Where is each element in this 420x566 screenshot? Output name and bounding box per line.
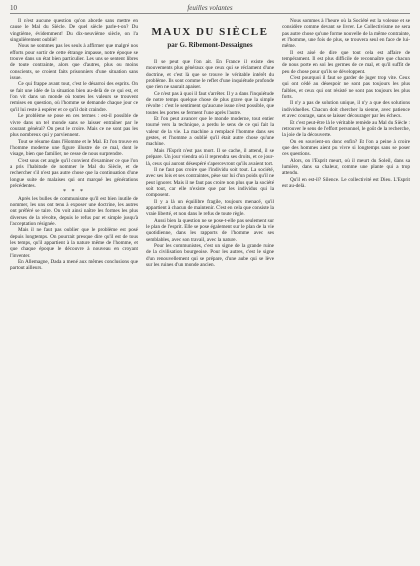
running-title: feuilles volantes	[187, 4, 233, 12]
paragraph: Mais il ne faut pas oublier que le problème est posé depuis longtemps. On pourrait presque dire qu'il est de tous les temps, qu'il appartient à la nature même de l'homme, et que chaque époque le découvre à nouveau en croyant l'inventer.	[10, 227, 138, 259]
section-separator: * * *	[63, 189, 85, 196]
paragraph: On en souvient-on donc enfin? Et l'on a peine à croire que des hommes aient pu vivre si longtemps sans se poser ces questions.	[282, 138, 410, 158]
paragraph: Ce n'est pas à quoi il faut s'arrêter. Il y a dans l'inquiétude de notre temps quelque chose de plus grave que la simple révolte : c'est le sentiment qu'aucune issue n'est possible, que toutes les portes se ferment l'une après l'autre.	[146, 90, 274, 116]
column-3	[282, 18, 410, 560]
paragraph: C'est sous cet angle qu'il convient d'examiner ce que l'on a pris l'habitude de nommer le Mal du Siècle, et de rechercher s'il n'est pas autre chose que la continuation d'une longue suite de malaises qui ont marqué les générations précédentes.	[10, 157, 138, 189]
paragraph: Aussi bien la question ne se pose-t-elle pas seulement sur le plan de l'esprit. Elle se pose également sur le plan de la vie quotidienne, dans les rapports de l'homme avec ses semblables, avec son travail, avec la nature.	[146, 217, 274, 243]
paragraph: Nous sommes à l'heure où la Société est la voleuse et se considère comme devant se livrer. Le Collectivisme ne sera pas autre chose qu'une forme nouvelle de la même contrainte, et l'homme, une fois de plus, se trouvera seul en face de lui-même.	[282, 18, 410, 50]
paragraph: Qu'il en est-il? Silence. Le collectivité est Dieu. L'Esprit est au-delà.	[282, 176, 410, 189]
paragraph: Il est aisé de dire que tout cela est affaire de tempérament. Il est plus difficile de reconnaître que chacun de nous porte en soi les germes de ce mal, et qu'il suffit de peu de chose pour qu'ils se développent.	[282, 49, 410, 75]
paragraph: Alors, on l'Esprit meurt, où il meurt du Soleil, dans sa lumière, dans sa chaleur, comme une plante qui a trop attendu.	[282, 157, 410, 177]
paragraph: Ce qui frappe avant tout, c'est le désarroi des esprits. On se fait une idée de la situation bien au-delà de ce qui est, et l'on vit dans un monde où toutes les valeurs se trouvent remises en question, où l'homme se demande chaque jour ce qu'il lui reste à espérer et ce qu'il doit craindre.	[10, 81, 138, 113]
paragraph: En Allemagne, Dada a mené aux mêmes conclusions que partout ailleurs.	[10, 259, 138, 272]
page-number: 10	[10, 4, 17, 12]
header-rule	[10, 13, 410, 14]
paragraph: Et l'on peut avancer que le monde moderne, tout entier tourné vers la technique, a perdu le sens de ce qui fait la valeur de la vie. La machine a remplacé l'homme dans ses gestes, et l'homme a oublié qu'il était autre chose qu'une machine.	[146, 116, 274, 148]
paragraph: Il n'y a pas de solution unique, il n'y a que des solutions individuelles. Chacun doit chercher la sienne, avec patience et avec courage, sans se laisser décourager par les échecs.	[282, 100, 410, 120]
article-title-block	[146, 26, 274, 49]
paragraph: Et c'est peut-être là le véritable remède au Mal du Siècle : retrouver le sens de l'effort personnel, le goût de la recherche, la joie de la découverte.	[282, 119, 410, 139]
column-1	[10, 18, 138, 560]
column-2	[146, 18, 274, 560]
paragraph: C'est pourquoi il faut se garder de juger trop vite. Ceux qui ont cédé au désespoir ne sont pas toujours les plus faibles, et ceux qui ont résisté ne sont pas toujours les plus forts.	[282, 75, 410, 101]
paragraph: Il n'est aucune question qu'on aborde sans mettre en cause le Mal du Siècle. De quel siècle parle-t-on? Du vingtième, évidemment! Du dix-neuvième siècle, on l'a singulièrement oublié!	[10, 18, 138, 44]
paragraph: Le problème se pose en ces termes : est-il possible de vivre dans un tel monde sans se laisser entraîner par le courant général? On peut le croire. Mais ce ne sont pas les plus nombreux qui y parviennent.	[10, 113, 138, 139]
paragraph: Mais l'Esprit n'est pas mort. Il se cache, il attend, il se prépare. Un jour viendra où il reprendra ses droits, et ce jour-là, ceux qui auront désespéré s'apercevront qu'ils avaient tort.	[146, 147, 274, 167]
paragraph: Après les bulles de communisme qu'il est bien inutile de nommer, les uns ont tenu à exposer une doctrine, les autres ont préféré se taire. On voit ainsi naître les formes les plus diverses de la révolte, depuis le refus pur et simple jusqu'à l'acceptation résignée.	[10, 195, 138, 227]
article-title: MAUX DU SIÈCLE	[151, 26, 269, 38]
paragraph: Nous ne sommes pas les seuls à affirmer que malgré nos efforts pour sortir de cette étrange impasse, notre époque se trouve dans un état bien particulier. Les uns se sentent libres de toute contrainte, alors que d'autres, plus ou moins conscients, se croient faits prisonniers d'une situation sans issue.	[10, 43, 138, 82]
paragraph: Tout se résume dans l'Homme et le Mal. Et l'on trouve en l'homme moderne une figure illustre de ce mal, dont le visage, bien que familier, ne cesse de nous surprendre.	[10, 138, 138, 158]
paragraph: Il se peut que l'on ait. En France il existe des mouvements plus généraux que ceux qui se réclament d'une doctrine, et c'est là que se trouve le véritable intérêt du problème. Ils sont comme le reflet d'une inquiétude profonde que rien ne saurait apaiser.	[146, 59, 274, 91]
article-byline: par G. Ribemont-Dessaignes	[167, 41, 253, 49]
paragraph: Il y a là un équilibre fragile, toujours menacé, qu'il appartient à chacun de maintenir. C'est en cela que consiste la vraie liberté, et non dans le refus de toute règle.	[146, 198, 274, 218]
paragraph: Pour les communistes, c'est un signe de la grande ruine de la civilisation bourgeoise. Pour les autres, c'est le signe d'un renouvellement qui se prépare, d'une aube qui se lève sur les ruines d'un monde ancien.	[146, 242, 274, 268]
paragraph: Il ne faut pas croire que l'individu soit tout. La société, avec ses lois et ses contraintes, pèse sur lui d'un poids qu'il ne peut ignorer. Mais il ne faut pas croire non plus que la société soit tout, car elle n'existe que par les individus qui la composent.	[146, 166, 274, 199]
